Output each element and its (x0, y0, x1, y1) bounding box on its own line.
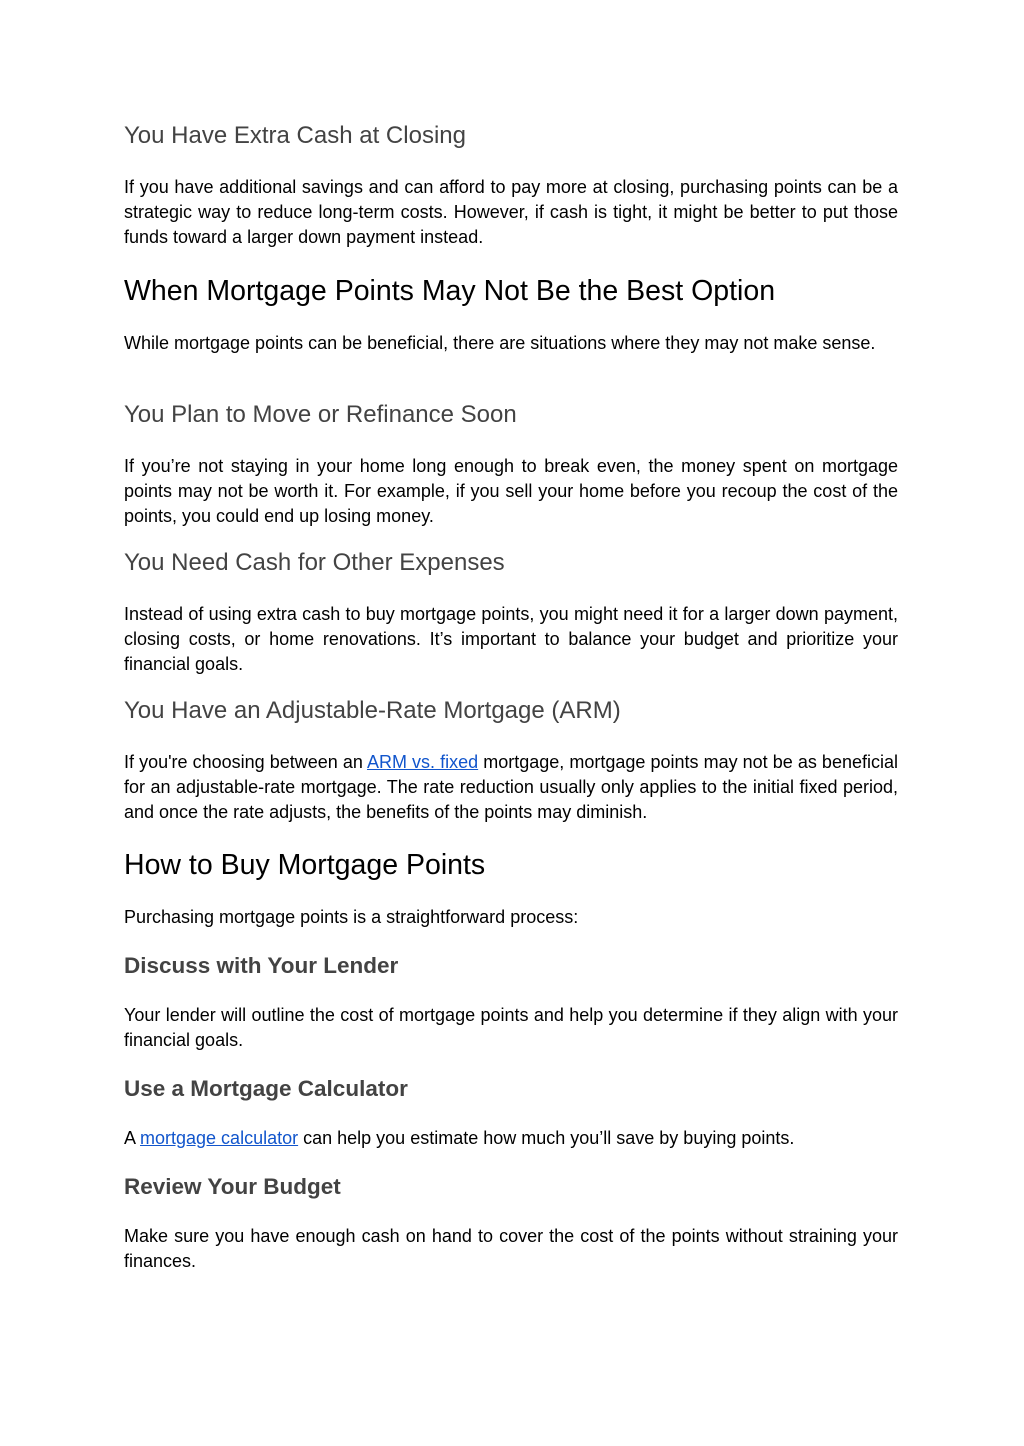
paragraph-other-expenses: Instead of using extra cash to buy mortgage points, you might need it for a larger down payment, closing costs, or home renovations. It’s important to balance your budget and prioritize your financial goals. (124, 604, 898, 674)
heading-move-refinance: You Plan to Move or Refinance Soon (124, 401, 517, 428)
heading-extra-cash: You Have Extra Cash at Closing (124, 122, 466, 149)
heading-other-expenses: You Need Cash for Other Expenses (124, 549, 505, 576)
paragraph-arm-text-before: If you're choosing between an (124, 752, 367, 772)
paragraph-move-refinance: If you’re not staying in your home long enough to break even, the money spent on mortgage points may not be worth it. For example, if you sell your home before you recoup the cost of the points, you could end up losing money. (124, 456, 898, 526)
heading-not-best-option: When Mortgage Points May Not Be the Best Option (124, 275, 776, 307)
paragraph-discuss-lender: Your lender will outline the cost of mortgage points and help you determine if they align with your financial goals. (124, 1005, 898, 1050)
heading-discuss-lender: Discuss with Your Lender (124, 953, 399, 978)
paragraph-arm-text-after: mortgage, mortgage points may not be as beneficial for an adjustable-rate mortgage. The rate reduction usually only applies to the initial fixed period, and once the rate adjusts, the benefits of the points may diminish. (124, 752, 898, 822)
heading-review-budget: Review Your Budget (124, 1174, 341, 1199)
mortgage-calculator-link[interactable]: mortgage calculator (140, 1128, 299, 1148)
paragraph-calculator-text-after: can help you estimate how much you’ll save by buying points. (298, 1128, 795, 1148)
arm-vs-fixed-link[interactable]: ARM vs. fixed (366, 752, 479, 772)
paragraph-not-best-option: While mortgage points can be beneficial, there are situations where they may not make sense. (124, 333, 876, 353)
heading-arm: You Have an Adjustable-Rate Mortgage (ARM) (124, 697, 621, 724)
heading-mortgage-calculator: Use a Mortgage Calculator (124, 1076, 408, 1101)
heading-how-to-buy: How to Buy Mortgage Points (124, 849, 486, 881)
paragraph-arm (124, 750, 898, 825)
paragraph-calculator-text-before: A (124, 1128, 141, 1148)
paragraph-mortgage-calculator (124, 1126, 898, 1151)
paragraph-how-to-buy: Purchasing mortgage points is a straightforward process: (124, 907, 579, 927)
paragraph-review-budget: Make sure you have enough cash on hand to cover the cost of the points without straining your finances. (124, 1226, 898, 1271)
paragraph-extra-cash: If you have additional savings and can afford to pay more at closing, purchasing points can be a strategic way to reduce long-term costs. However, if cash is tight, it might be better to put those funds toward a larger down payment instead. (124, 177, 898, 247)
